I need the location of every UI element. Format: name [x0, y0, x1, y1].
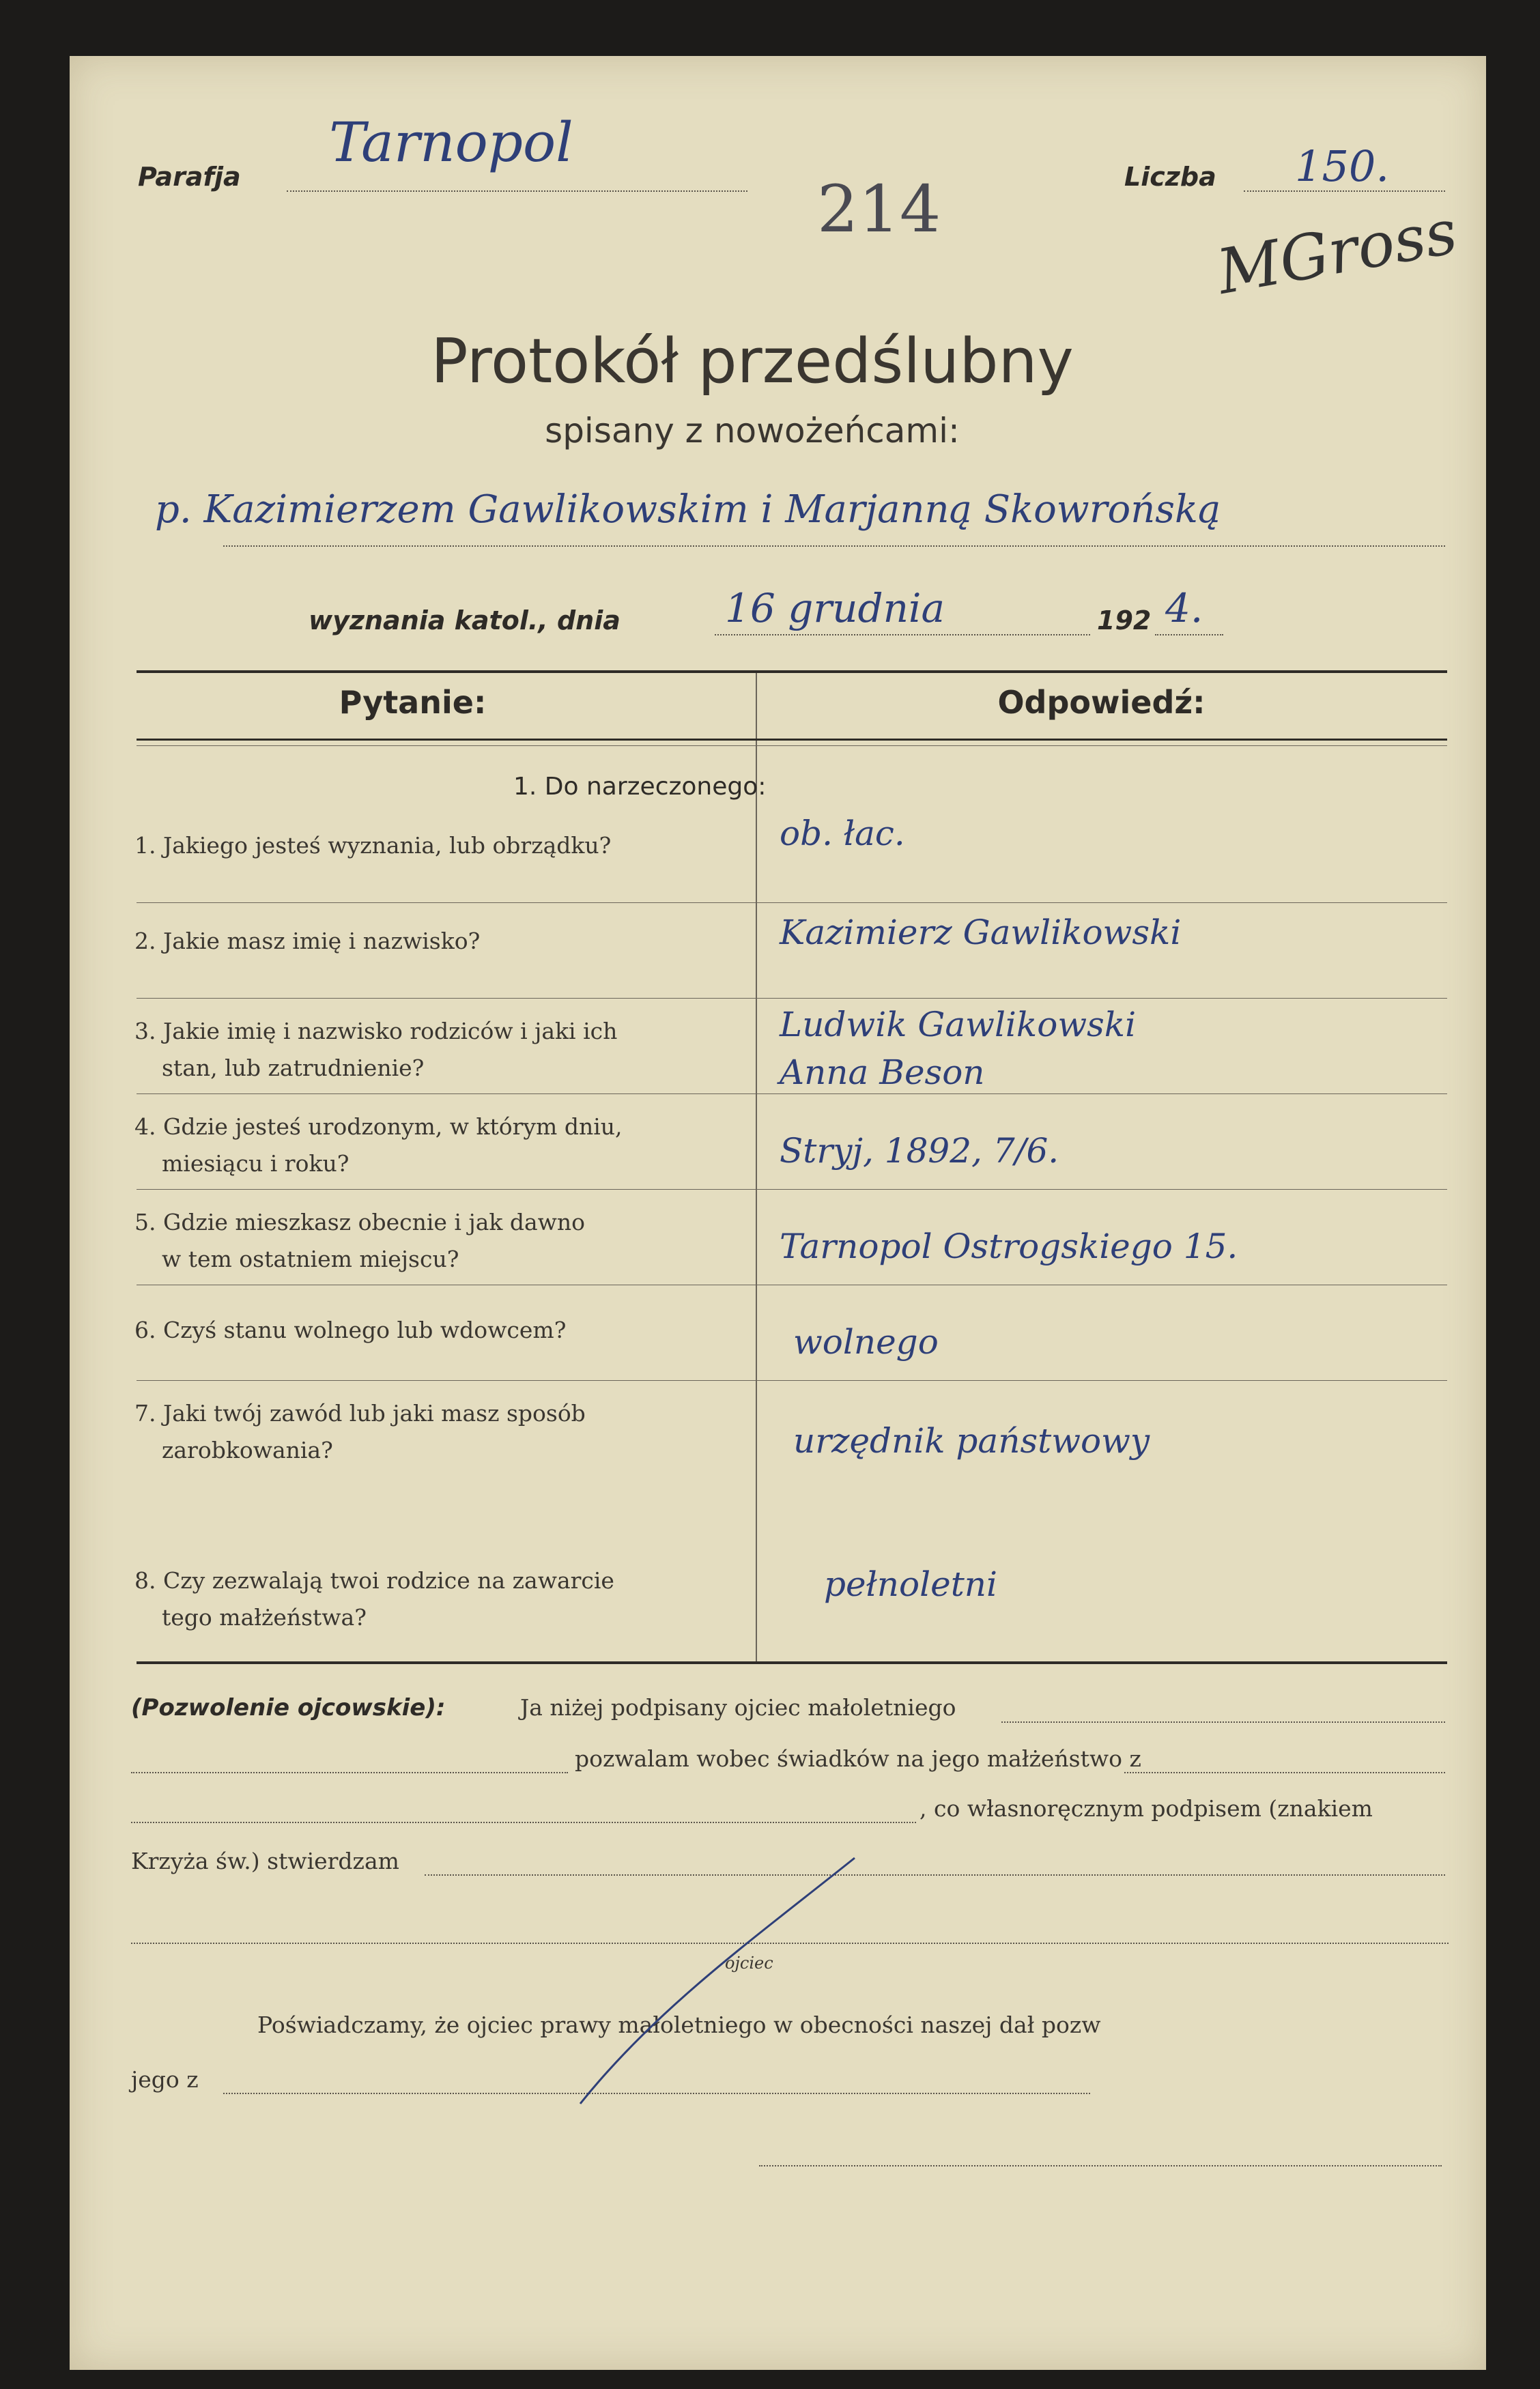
question-text: 3. Jakie imię i nazwisko rodziców i jaki ich	[134, 1018, 618, 1044]
parish-label: Parafja	[138, 162, 241, 192]
jego-label: jego z	[131, 2066, 199, 2093]
number-label: Liczba	[1124, 162, 1216, 192]
permission-line1: Ja niżej podpisany ojciec małoletniego	[520, 1694, 956, 1721]
parish-value: Tarnopol	[329, 111, 573, 174]
question-text: 1. Jakiego jesteś wyznania, lub obrządku?	[134, 832, 612, 859]
page-subtitle: spisany z nowożeńcami:	[545, 411, 960, 450]
father-caption: ojciec	[725, 1954, 773, 1973]
year-suffix: 4.	[1165, 585, 1203, 631]
permission-label: (Pozwolenie ojcowskie):	[131, 1694, 446, 1721]
section-title: 1. Do narzeczonego:	[513, 773, 767, 801]
answer-text: ob. łac.	[780, 814, 905, 853]
answer-text: Stryj, 1892, 7/6.	[780, 1131, 1059, 1171]
permission-line3: , co własnoręcznym podpisem (znakiem	[919, 1795, 1373, 1822]
answer-text: Tarnopol Ostrogskiego 15.	[780, 1227, 1238, 1266]
question-text: 7. Jaki twój zawód lub jaki masz sposób	[134, 1400, 586, 1427]
question-text: 2. Jakie masz imię i nazwisko?	[134, 928, 481, 954]
answer-text: Ludwik Gawlikowski	[780, 1005, 1137, 1044]
document-page	[70, 56, 1486, 2370]
permission-line4: Krzyża św.) stwierdzam	[131, 1848, 399, 1874]
answer-text: urzędnik państwowy	[793, 1421, 1150, 1461]
question-text-cont: zarobkowania?	[162, 1437, 333, 1463]
stamp-number: 214	[817, 172, 941, 247]
question-text-cont: tego małżeństwa?	[162, 1604, 367, 1631]
answer-text: Kazimierz Gawlikowski	[780, 913, 1182, 952]
number-value: 150.	[1295, 141, 1390, 191]
col-answer-header: Odpowiedź:	[997, 684, 1206, 721]
question-text: 4. Gdzie jesteś urodzonym, w którym dniu,	[134, 1113, 623, 1140]
certify-text: Poświadczamy, że ojciec prawy małoletniego w obecności naszej dał pozw	[257, 2012, 1101, 2038]
permission-line2: pozwalam wobec świadków na jego małżeństwo z	[575, 1745, 1141, 1772]
question-text: 8. Czy zezwalają twoi rodzice na zawarcie	[134, 1567, 614, 1594]
question-text-cont: miesiącu i roku?	[162, 1150, 350, 1177]
question-text-cont: w tem ostatniem miejscu?	[162, 1246, 459, 1272]
faith-label: wyznania katol., dnia	[309, 605, 621, 635]
cancellation-stroke	[70, 56, 1486, 2370]
answer-text: wolnego	[793, 1322, 939, 1362]
page-title: Protokół przedślubny	[431, 326, 1074, 397]
signature-top: MGross	[1212, 196, 1463, 309]
col-question-header: Pytanie:	[339, 684, 487, 721]
date-value: 16 grudnia	[725, 585, 945, 631]
question-text: 6. Czyś stanu wolnego lub wdowcem?	[134, 1317, 567, 1343]
answer-text-cont: Anna Beson	[780, 1053, 985, 1092]
year-prefix: 192	[1097, 605, 1152, 635]
question-text-cont: stan, lub zatrudnienie?	[162, 1055, 425, 1081]
answer-text: pełnoletni	[824, 1564, 997, 1604]
question-text: 5. Gdzie mieszkasz obecnie i jak dawno	[134, 1209, 586, 1235]
couple-names: p. Kazimierzem Gawlikowskim i Marjanną Skowrońską	[155, 487, 1221, 532]
